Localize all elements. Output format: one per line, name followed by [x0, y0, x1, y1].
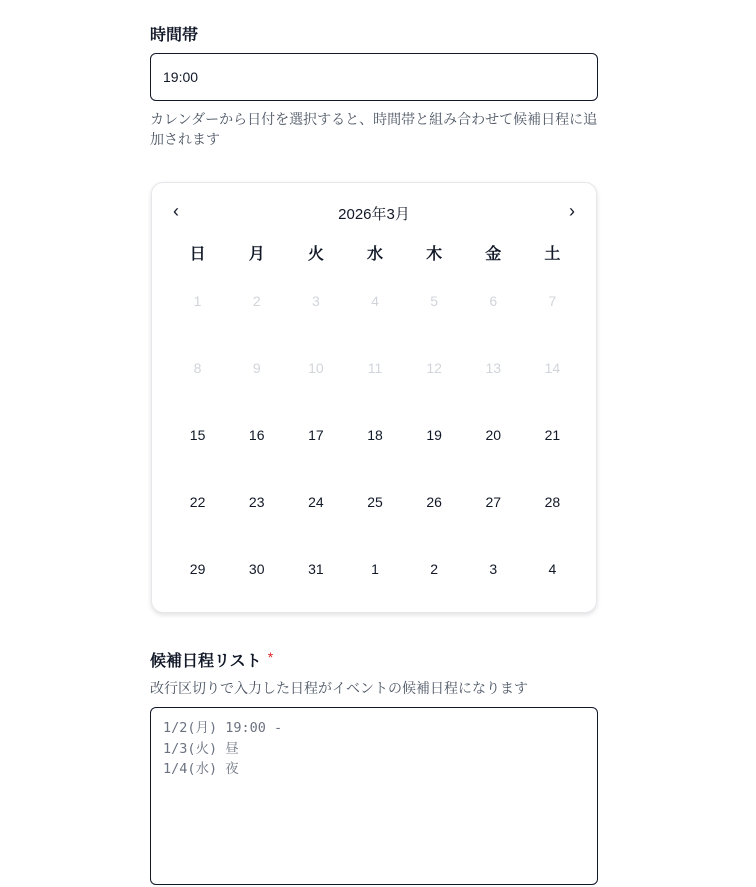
time-slot-hint: カレンダーから日付を選択すると、時間帯と組み合わせて候補日程に追加されます: [150, 111, 598, 147]
calendar-day: 11: [367, 359, 383, 376]
calendar: [151, 182, 597, 613]
calendar-day: 7: [548, 292, 557, 309]
calendar-day[interactable]: 19: [426, 426, 442, 443]
calendar-day: 10: [308, 359, 324, 376]
calendar-day[interactable]: 17: [308, 426, 324, 443]
next-month-button[interactable]: [560, 199, 584, 223]
weekday-header: [168, 241, 582, 264]
calendar-day[interactable]: 2: [430, 560, 439, 577]
time-slot-input[interactable]: [150, 53, 598, 101]
candidates-label-row: [150, 648, 598, 671]
calendar-day[interactable]: 20: [485, 426, 502, 443]
calendar-day: 3: [311, 292, 320, 309]
calendar-day[interactable]: 1: [371, 560, 379, 577]
calendar-day: 8: [193, 359, 202, 376]
calendar-day[interactable]: 25: [367, 493, 383, 510]
placeholder-line: 1/4(水) 夜: [163, 761, 239, 777]
candidates-label: 候補日程リスト: [150, 653, 262, 670]
calendar-day[interactable]: 15: [189, 426, 206, 443]
calendar-day: 13: [485, 359, 502, 376]
calendar-day[interactable]: 21: [544, 426, 561, 443]
weekday-sun: 日: [189, 246, 206, 263]
placeholder-line: 1/2(月) 19:00 -: [163, 720, 283, 736]
calendar-day[interactable]: 16: [248, 426, 265, 443]
calendar-day: 4: [371, 292, 379, 309]
weekday-sat: 土: [544, 246, 561, 263]
required-mark: *: [267, 648, 274, 665]
calendar-day[interactable]: 29: [189, 560, 206, 577]
time-slot-label: 時間帯: [150, 27, 199, 44]
calendar-day[interactable]: 30: [248, 560, 265, 577]
candidates-textarea[interactable]: [150, 707, 598, 885]
calendar-day: 9: [252, 359, 261, 376]
calendar-month-title: 2026年3月: [338, 206, 410, 223]
calendar-day: 1: [193, 292, 202, 309]
calendar-day: 6: [489, 292, 498, 309]
candidates-hint: 改行区切りで入力した日程がイベントの候補日程になります: [150, 680, 528, 696]
calendar-day[interactable]: 28: [544, 493, 561, 510]
calendar-day: 5: [430, 292, 439, 309]
calendar-day[interactable]: 4: [548, 560, 557, 577]
chevron-right-icon: ›: [569, 200, 575, 221]
calendar-day[interactable]: 27: [485, 493, 502, 510]
calendar-day[interactable]: 18: [367, 426, 383, 443]
chevron-left-icon: ‹: [173, 200, 179, 221]
calendar-day: 2: [252, 292, 261, 309]
weekday-mon: 月: [248, 246, 265, 263]
calendar-day[interactable]: 22: [189, 493, 206, 510]
calendar-day[interactable]: 26: [426, 493, 442, 510]
time-slot-section: [150, 22, 598, 45]
calendar-day[interactable]: 31: [308, 560, 324, 577]
calendar-day: 12: [426, 359, 442, 376]
calendar-day[interactable]: 3: [489, 560, 498, 577]
calendar-day-grid: [168, 267, 582, 602]
weekday-tue: 火: [307, 246, 324, 263]
calendar-day[interactable]: 24: [308, 493, 324, 510]
weekday-thu: 木: [426, 246, 443, 263]
weekday-fri: 金: [485, 246, 502, 263]
weekday-wed: 水: [366, 246, 383, 263]
calendar-header: [152, 199, 596, 223]
time-slot-value: 19:00: [163, 69, 199, 85]
placeholder-line: 1/3(火) 昼: [163, 740, 239, 757]
calendar-day[interactable]: 23: [248, 493, 265, 510]
calendar-day: 14: [544, 359, 561, 376]
